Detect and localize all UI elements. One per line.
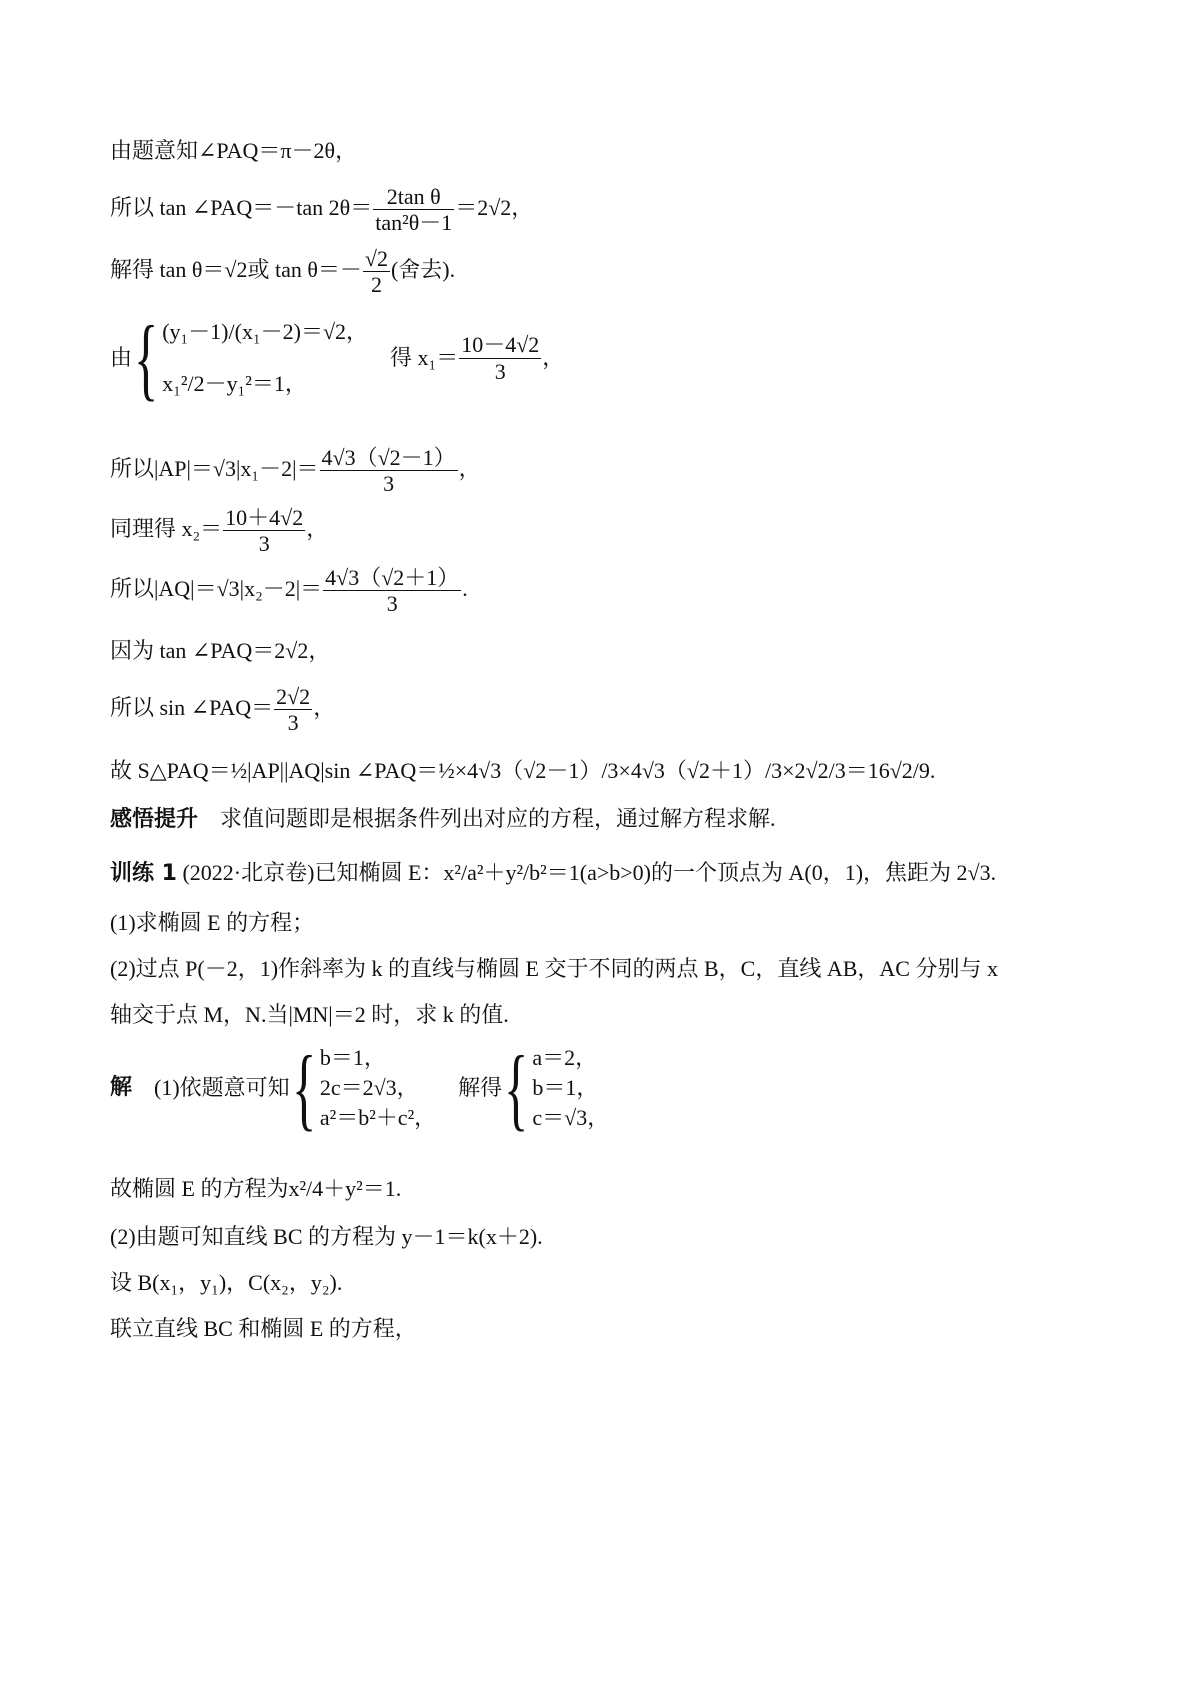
text: (1)依题意可知 xyxy=(154,1075,290,1100)
fraction xyxy=(323,565,461,617)
line-ellipse-equation: 故椭圆 E 的方程为x²/4＋y²＝1. xyxy=(110,1176,402,1201)
fraction xyxy=(373,184,454,236)
text: ， xyxy=(313,694,336,720)
text: 得 x₁＝ xyxy=(390,345,459,370)
numerator: 4√3（√2＋1） xyxy=(325,565,460,590)
question-2-line-b: 轴交于点 M，N.当|MN|＝2 时，求 k 的值. xyxy=(110,1002,509,1027)
brace: { xyxy=(133,307,159,409)
text: 所以 sin ∠PAQ＝ xyxy=(110,694,274,720)
denominator: 3 xyxy=(494,358,506,384)
text: ， xyxy=(542,345,565,370)
equation-system xyxy=(162,317,368,399)
text: 所以 tan ∠PAQ＝－tan 2θ＝ xyxy=(110,194,373,220)
line-x2 xyxy=(110,505,328,557)
insight-label: 感悟提升 xyxy=(110,807,199,832)
numerator: 4√3（√2－1） xyxy=(321,445,456,470)
fraction xyxy=(223,505,305,557)
brace: { xyxy=(291,1037,316,1139)
numerator: 10＋4√2 xyxy=(225,505,304,530)
denominator: 3 xyxy=(287,710,299,736)
line-combine: 联立直线 BC 和椭圆 E 的方程， xyxy=(110,1316,417,1341)
text: 同理得 x₂＝ xyxy=(110,515,223,541)
line-solve-tan xyxy=(110,246,455,298)
training-label: 训练 1 xyxy=(110,861,177,886)
denominator: 2 xyxy=(370,272,382,298)
equation-row: 2c＝2√3， xyxy=(319,1075,419,1100)
text: 所以|AQ|＝√3|x₂－2|＝ xyxy=(110,575,323,601)
line-tan-paq xyxy=(110,184,533,236)
text: ， xyxy=(306,515,329,541)
fraction xyxy=(459,332,541,384)
equation-system-given xyxy=(320,1043,436,1133)
training-1 xyxy=(110,862,996,885)
text: 解得 xyxy=(458,1075,503,1100)
text: ， xyxy=(458,455,481,481)
training-text: (2022·北京卷)已知椭圆 E：x²/a²＋y²/b²＝1(a>b>0)的一个顶点为 A(0，1)，焦距为 2√3. xyxy=(182,860,997,885)
text: 由 xyxy=(110,345,133,370)
line-aq xyxy=(110,565,468,617)
equation-row: b＝1， xyxy=(319,1045,386,1070)
denominator: tan²θ－1 xyxy=(375,210,453,236)
insight-text: 求值问题即是根据条件列出对应的方程，通过解方程求解. xyxy=(220,806,776,831)
equation-row: a＝2， xyxy=(532,1045,598,1070)
line-sin-paq xyxy=(110,684,335,736)
line-system-x1 xyxy=(110,307,565,409)
line-because-tan: 因为 tan ∠PAQ＝2√2， xyxy=(110,638,331,663)
question-1: (1)求椭圆 E 的方程； xyxy=(110,910,315,935)
solution-label: 解 xyxy=(110,1075,133,1100)
equation-row: x₁²/2－y₁²＝1， xyxy=(162,371,307,396)
equation-row: b＝1， xyxy=(532,1075,599,1100)
numerator: 2√2 xyxy=(276,684,311,709)
line-angle-paq: 由题意知∠PAQ＝π－2θ， xyxy=(110,138,358,163)
equation-system-result xyxy=(532,1043,609,1133)
denominator: 3 xyxy=(383,471,395,497)
denominator: 3 xyxy=(386,591,398,617)
fraction xyxy=(363,246,390,298)
numerator: 10－4√2 xyxy=(461,332,540,358)
insight xyxy=(110,808,776,831)
line-bc-equation: (2)由题可知直线 BC 的方程为 y－1＝k(x＋2). xyxy=(110,1224,543,1249)
text: 所以|AP|＝√3|x₁－2|＝ xyxy=(110,455,319,481)
line-area: 故 S△PAQ＝½|AP||AQ|sin ∠PAQ＝½×4√3（√2－1）/3×4√3（√2＋1）/3×2√2/3＝16√2/9. xyxy=(110,758,936,783)
equation-row: a²＝b²＋c²， xyxy=(319,1105,437,1130)
fraction xyxy=(274,684,312,736)
text: (舍去). xyxy=(390,256,456,282)
denominator: 3 xyxy=(258,531,270,557)
equation-row: c＝√3， xyxy=(532,1105,610,1130)
numerator: √2 xyxy=(364,246,388,271)
numerator: 2tan θ xyxy=(373,184,454,210)
fraction xyxy=(320,445,458,497)
brace: { xyxy=(504,1037,529,1139)
equation-row: (y₁－1)/(x₁－2)＝√2， xyxy=(162,319,369,344)
line-ap xyxy=(110,445,481,497)
text: 解得 tan θ＝√2或 tan θ＝－ xyxy=(110,256,362,282)
solution-part-1 xyxy=(110,1037,610,1139)
text: . xyxy=(462,575,468,601)
line-set-points: 设 B(x₁，y₁)，C(x₂，y₂). xyxy=(110,1270,343,1295)
question-2-line-a: (2)过点 P(－2，1)作斜率为 k 的直线与椭圆 E 交于不同的两点 B，C，直线 AB，AC 分别与 x xyxy=(110,956,998,981)
text: ＝2√2， xyxy=(455,194,534,220)
